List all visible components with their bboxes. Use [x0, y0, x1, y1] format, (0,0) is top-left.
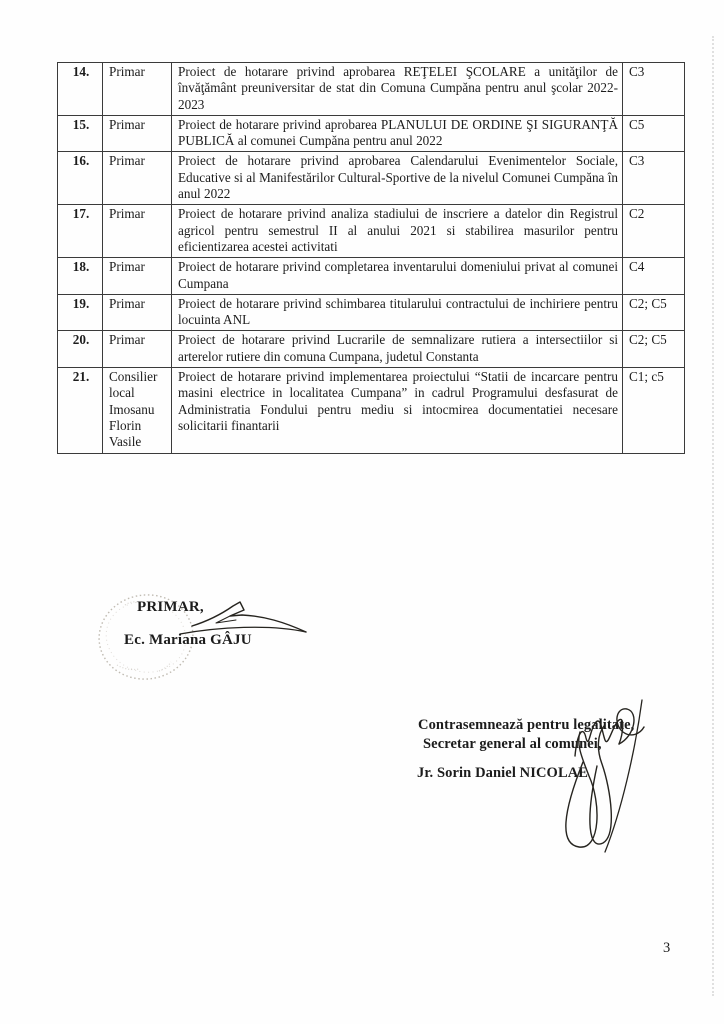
agenda-table	[57, 62, 685, 454]
scan-edge-artifact	[712, 36, 714, 996]
countersign-line1: Contrasemnează pentru legalitate,	[418, 717, 635, 733]
table-row	[58, 205, 685, 258]
mayor-name: Ec. Mariana GÂJU	[124, 632, 252, 648]
row-text: Proiect de hotarare privind aprobarea REŢELEI ŞCOLARE a unităţilor de învăţământ preuniversitar de stat din Comuna Cumpăna pentru anul şcolar 2022-2023	[172, 63, 623, 116]
row-code: C2; C5	[623, 331, 685, 368]
secretary-signature	[545, 694, 650, 854]
row-text: Proiect de hotarare privind aprobarea Calendarului Evenimentelor Sociale, Educative si al Manifestărilor Cultural-Sportive de la nivelul Comunei Cumpăna în anul 2022	[172, 152, 623, 205]
row-proposer: Primar	[103, 63, 172, 116]
row-text: Proiect de hotarare privind implementarea proiectului “Statii de incarcare pentru masini electrice in localitatea Cumpana” in cadrul Programului desfasurat de Administratia Fondului pentru mediu si intocmirea documentatiei necesare solicitarii finantarii	[172, 368, 623, 453]
secretary-name: Jr. Sorin Daniel NICOLAE	[417, 765, 589, 781]
row-code: C1; c5	[623, 368, 685, 453]
row-proposer: Primar	[103, 152, 172, 205]
row-number: 15.	[58, 115, 103, 152]
row-number: 20.	[58, 331, 103, 368]
row-number: 19.	[58, 294, 103, 331]
row-proposer: Primar	[103, 115, 172, 152]
table-row	[58, 152, 685, 205]
row-code: C4	[623, 258, 685, 295]
row-text: Proiect de hotarare privind completarea inventarului domeniului privat al comunei Cumpana	[172, 258, 623, 295]
row-text: Proiect de hotarare privind aprobarea PLANULUI DE ORDINE ŞI SIGURANŢĂ PUBLICĂ al comunei Cumpăna pentru anul 2022	[172, 115, 623, 152]
table-row	[58, 258, 685, 295]
row-text: Proiect de hotarare privind analiza stadiului de inscriere a datelor din Registrul agricol pentru semestrul II al anului 2021 si stabilirea masurilor pentru eficientizarea acestei activitati	[172, 205, 623, 258]
row-number: 14.	[58, 63, 103, 116]
row-proposer: Primar	[103, 294, 172, 331]
row-proposer: Primar	[103, 205, 172, 258]
table-row	[58, 63, 685, 116]
row-number: 18.	[58, 258, 103, 295]
row-text: Proiect de hotarare privind schimbarea titularului contractului de inchiriere pentru locuinta ANL	[172, 294, 623, 331]
row-code: C3	[623, 63, 685, 116]
row-number: 21.	[58, 368, 103, 453]
mayor-title: PRIMAR,	[137, 599, 204, 615]
table-row	[58, 368, 685, 453]
row-code: C2; C5	[623, 294, 685, 331]
row-code: C2	[623, 205, 685, 258]
table-row	[58, 115, 685, 152]
row-number: 17.	[58, 205, 103, 258]
page-number: 3	[663, 940, 671, 956]
row-proposer: Consilier local Imosanu Florin Vasile	[103, 368, 172, 453]
row-number: 16.	[58, 152, 103, 205]
countersign-line2: Secretar general al comunei,	[423, 736, 602, 752]
row-text: Proiect de hotarare privind Lucrarile de semnalizare rutiera a intersectiilor si arterelor rutiere din comuna Cumpana, judetul Constanta	[172, 331, 623, 368]
table-row	[58, 331, 685, 368]
table-row	[58, 294, 685, 331]
row-code: C5	[623, 115, 685, 152]
row-code: C3	[623, 152, 685, 205]
row-proposer: Primar	[103, 331, 172, 368]
row-proposer: Primar	[103, 258, 172, 295]
